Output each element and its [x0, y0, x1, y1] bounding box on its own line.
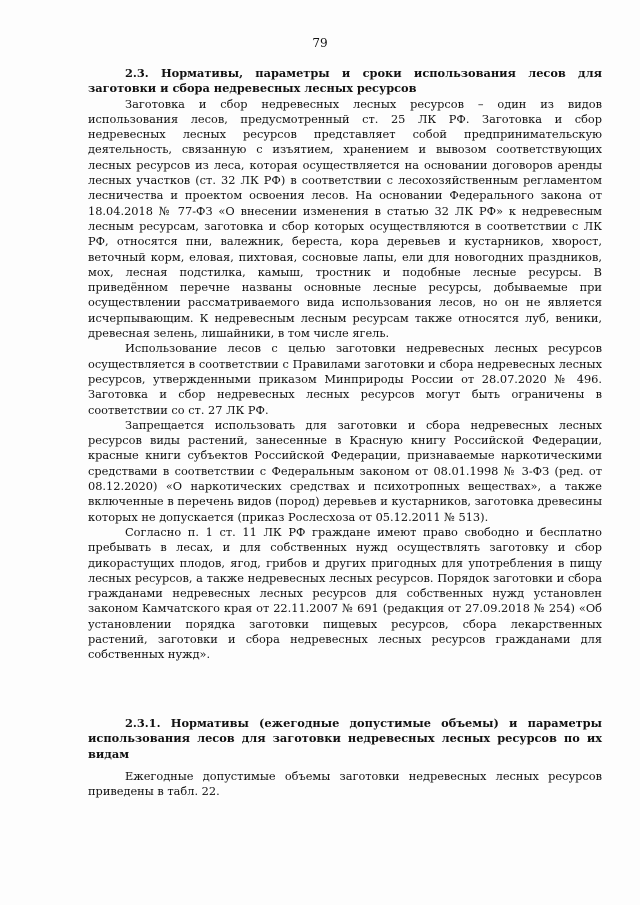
- paragraph: Ежегодные допустимые объемы заготовки недревесных лесных ресурсов приведены в табл. 22.: [88, 768, 602, 799]
- paragraph: Использование лесов с целью заготовки недревесных лесных ресурсов осуществляется в соответствии с Правилами заготовки и сбора недревесных лесных ресурсов, утвержденными приказом Минприроды России от 28.07.2020 № 496. Заготовка и сбор недревесных лесных ресурсов могут быть ограничены в соответствии со ст. 27 ЛК РФ.: [88, 341, 602, 417]
- paragraph: Заготовка и сбор недревесных лесных ресурсов – один из видов использования лесов, предусмотренный ст. 25 ЛК РФ. Заготовка и сбор недревесных лесных ресурсов представляет собой предпринимательскую деятельность, связанную с изъятием, хранением и вывозом соответствующих лесных ресурсов из леса, которая осуществляется на основании договоров аренды лесных участков (ст. 32 ЛК РФ) в соответствии с лесохозяйственным регламентом лесничества и проектом освоения лесов. На основании Федерального закона от 18.04.2018 № 77-ФЗ «О внесении изменения в статью 32 ЛК РФ» к недревесным лесным ресурсам, заготовка и сбор которых осуществляются в соответствии с ЛК РФ, относятся пни, валежник, береста, кора деревьев и кустарников, хворост, веточный корм, еловая, пихтовая, сосновые лапы, ели для новогодних праздников, мох, лесная подстилка, камыш, тростник и подобные лесные ресурсы. В приведённом перечне названы основные лесные ресурсы, добываемые при осуществлении рассматриваемого вида использования лесов, но он не является исчерпывающим. К недревесным лесным ресурсам также относятся луб, веники, древесная зелень, лишайники, в том числе ягель.: [88, 96, 602, 341]
- subsection-heading: 2.3.1. Нормативы (ежегодные допустимые объемы) и параметры использования лесов для заготовки недревесных лесных ресурсов по их видам: [88, 716, 602, 761]
- section-heading: 2.3. Нормативы, параметры и сроки использования лесов для заготовки и сбора недревесных лесных ресурсов: [88, 66, 602, 96]
- section-2-3-1: [88, 716, 602, 799]
- section-2-3: [88, 66, 602, 663]
- paragraph: Согласно п. 1 ст. 11 ЛК РФ граждане имеют право свободно и бесплатно пребывать в лесах, и для собственных нужд осуществлять заготовку и сбор дикорастущих плодов, ягод, грибов и других пригодных для употребления в пищу лесных ресурсов, а также недревесных лесных ресурсов. Порядок заготовки и сбора гражданами недревесных лесных ресурсов для собственных нужд установлен законом Камчатского края от 22.11.2007 № 691 (редакция от 27.09.2018 № 254) «Об установлении порядка заготовки пищевых ресурсов, сбора лекарственных растений, заготовки и сбора недревесных лесных ресурсов гражданами для собственных нужд».: [88, 524, 602, 662]
- page-number: 79: [312, 36, 328, 50]
- paragraph: Запрещается использовать для заготовки и сбора недревесных лесных ресурсов виды растений, занесенные в Красную книгу Российской Федерации, красные книги субъектов Российской Федерации, признаваемые наркотическими средствами в соответствии с Федеральным законом от 08.01.1998 № 3-ФЗ (ред. от 08.12.2020) «О наркотических средствах и психотропных веществах», а также включенные в перечень видов (пород) деревьев и кустарников, заготовка древесины которых не допускается (приказ Рослесхоза от 05.12.2011 № 513).: [88, 417, 602, 524]
